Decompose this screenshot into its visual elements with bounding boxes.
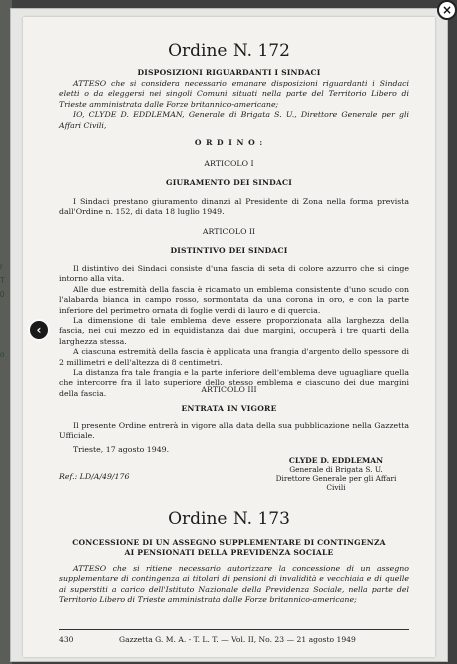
signatory-title: Direttore Generale per gli Affari Civili [275,474,397,492]
background-text: o [0,350,5,359]
article-2-paragraph: Il distintivo dei Sindaci consiste d'una fascia di seta di colore azzurro che si cinge intorno alla vita. [59,264,409,284]
article-1-text [59,197,409,218]
article-3-paragraph: Il presente Ordine entrerà in vigore alla data della sua pubblicazione nella Gazzetta Ufficiale. [59,421,409,441]
close-icon: × [441,3,453,17]
article-3-title: ENTRATA IN VIGORE [181,404,277,413]
chevron-left-icon: ‹ [36,323,42,337]
preamble-atteso: ATTESO che si ritiene necessario autorizzare la concessione di un assegno supplementare di contingenza ai titolari di pensioni di invalidità e vecchiaia e di quelle ai superstiti a carico dell'Istituto Nazionale della Previdenza Sociale, nella parte del Territorio Libero di Trieste amministrata dalle Forze britannico-americane; [59,564,409,605]
background-text: r [0,262,3,271]
article-1-label: ARTICOLO I [204,159,254,168]
article-1-title: GIURAMENTO DEI SINDACI [166,178,292,187]
reference-code: Ref.: LD/A/49/176 [59,472,130,481]
previous-button[interactable] [28,319,50,341]
article-2-paragraph: La distanza fra tale frangia e la parte inferiore dell'emblema deve uguagliare quella che intercorre fra il lato superiore dello stesso emblema e ciascuno dei due margini della fascia. [59,368,409,398]
document-page [23,17,435,657]
article-2-paragraph: Alle due estremità della fascia è ricamato un emblema consistente d'uno scudo con l'alabarda bianca in campo rosso, sormontata da una corona in oro, e con la parte inferiore del perimetro ornata di foglie verdi di lauro e di quercia. [59,284,409,315]
order-172-subtitle: DISPOSIZIONI RIGUARDANTI I SINDACI [137,68,321,77]
signatory-role: Generale di Brigata S. U. [289,465,383,474]
article-2-label: ARTICOLO II [202,227,256,236]
place-date: Trieste, 17 agosto 1949. [73,445,170,454]
article-2-title: DISTINTIVO DEI SINDACI [170,246,288,255]
article-2-paragraph: A ciascuna estremità della fascia è applicata una frangia d'argento dello spessore di 2 millimetri e dell'altezza di 8 centimetri. [59,347,409,367]
signature-block [271,456,401,492]
footer-rule [59,629,409,630]
ordino-heading: O R D I N O : [194,138,264,147]
order-173-subtitle-line-1: CONCESSIONE DI UN ASSEGNO SUPPLEMENTARE DI CONTINGENZA [72,538,386,547]
order-172-preamble [59,79,409,131]
background-text: 0 [0,290,5,299]
order-173-subtitle-line-2: AI PENSIONATI DELLA PREVIDENZA SOCIALE [124,548,334,557]
order-173-preamble [59,564,409,606]
order-172-title: Ordine N. 172 [168,41,290,61]
article-3-label: ARTICOLO III [201,385,257,394]
page-number: 430 [59,635,74,644]
signatory-name: CLYDE D. EDDLEMAN [288,456,384,465]
order-173-title: Ordine N. 173 [168,509,290,529]
article-3-text [59,421,409,442]
article-2-text [59,264,409,399]
preamble-io: IO, CLYDE D. EDDLEMAN, Generale di Brigata S. U., Direttore Generale per gli Affari Civili, [59,110,409,130]
gazette-reference: Gazzetta G. M. A. - T. L. T. — Vol. II, No. 23 — 21 agosto 1949 [119,635,356,644]
article-2-paragraph: La dimensione di tale emblema deve essere proporzionata alla larghezza della fascia, nei cui mezzo ed in equidistanza dai due margini, occuperà i tre quarti della larghezza stessa. [59,316,409,346]
article-1-paragraph: I Sindaci prestano giuramento dinanzi al Presidente di Zona nella forma prevista dall'Ordine n. 152, di data 18 luglio 1949. [59,197,409,217]
background-text: T [0,276,5,285]
preamble-atteso: ATTESO che si considera necessario emanare disposizioni riguardanti i Sindaci eletti o da eleggersi nei singoli Comuni situati nella parte del Territorio Libero di Trieste amministrata dalle Forze britannico-americane; [59,79,409,109]
close-button[interactable] [437,0,457,20]
lightbox-viewer [10,8,448,662]
